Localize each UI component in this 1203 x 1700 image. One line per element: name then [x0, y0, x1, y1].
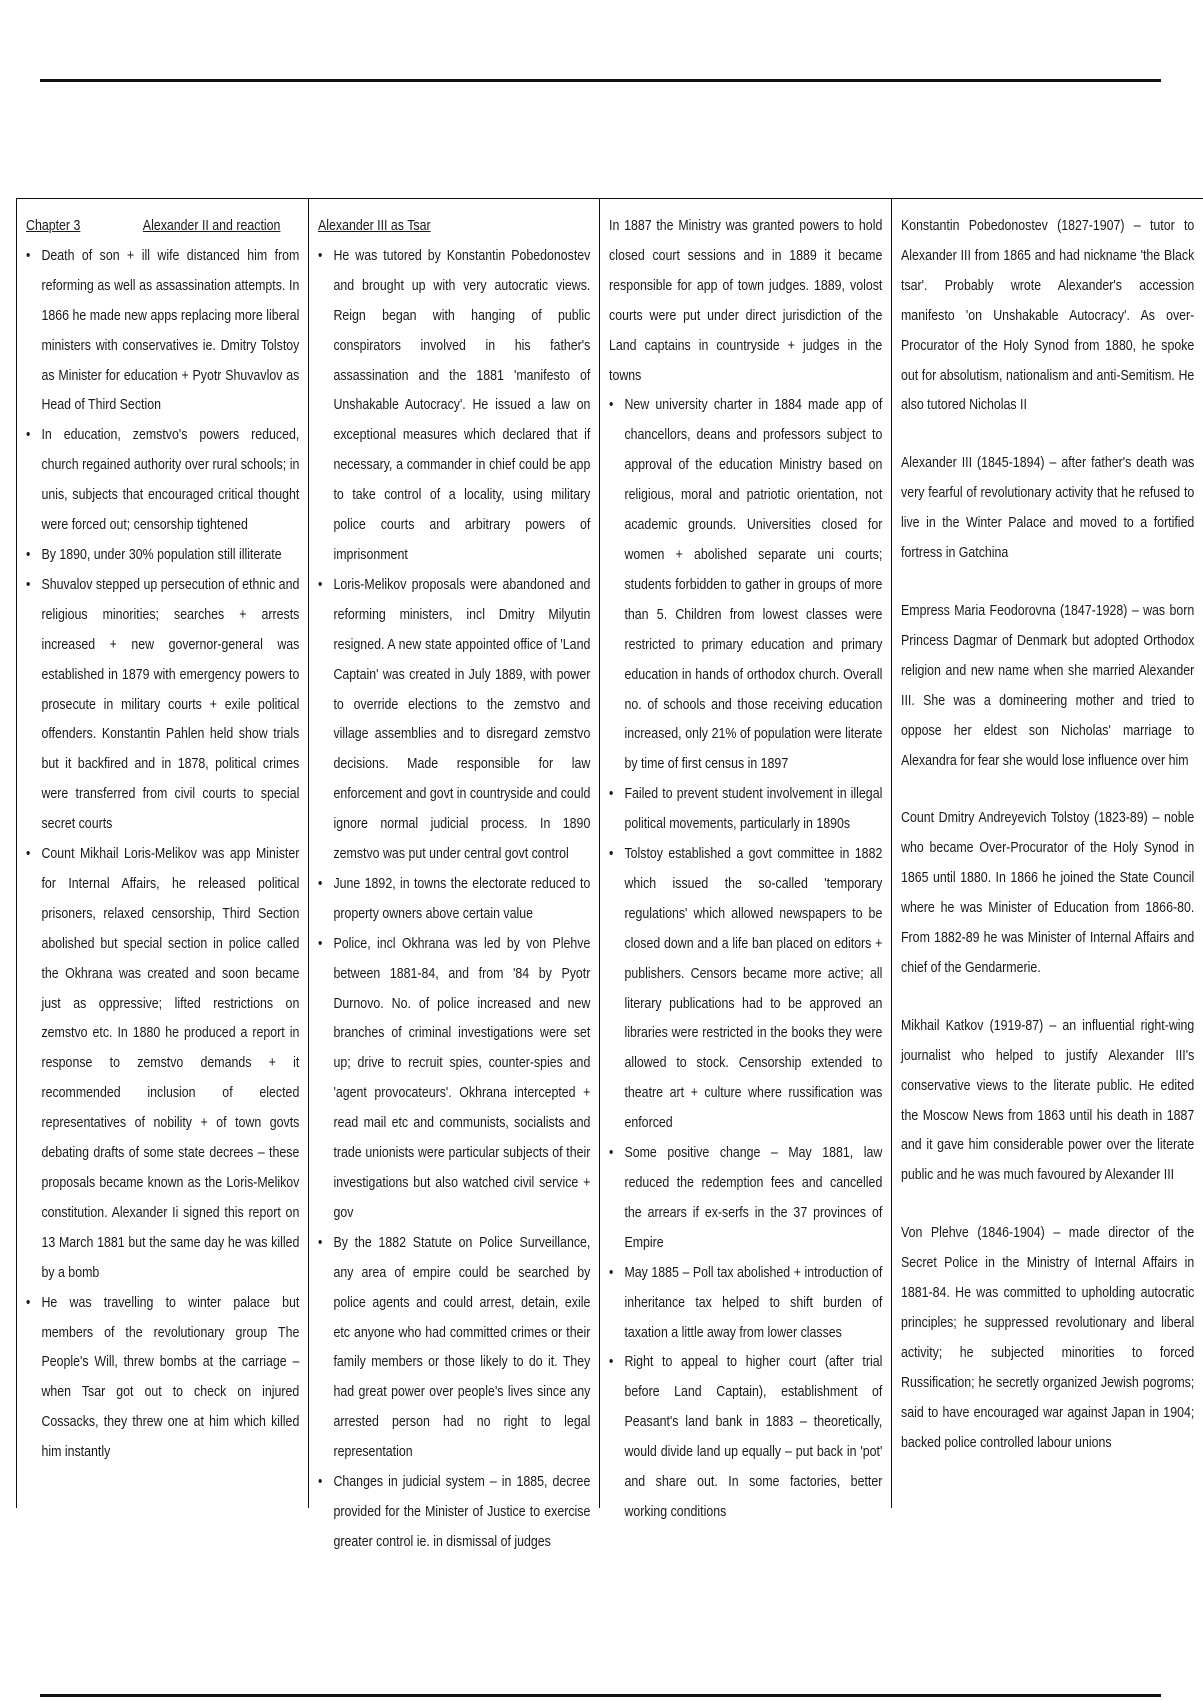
list-item: • Tolstoy established a govt committee in 1882 which issued the so-called 'temporary regulations' which allowed newspapers to be closed down and a life ban placed on editors + publishers. Censors became more active; all literary publications had to be approved an libraries were restricted in the books they were allowed to stock. Censorship extended to theatre art + culture where russification was enforced: [609, 840, 882, 1139]
bottom-rule: [40, 1694, 1161, 1697]
figure-paragraph: Count Dmitry Andreyevich Tolstoy (1823-89) – noble who became Over-Procurator of the Holy Synod in 1865 until 1880. In 1866 he joined the State Council where he was Minister of Education from 1866-80. From 1882-89 he was Minister of Internal Affairs and chief of the Gendarmerie.: [901, 810, 1195, 976]
list-item: • Right to appeal to higher court (after trial before Land Captain), establishment of Peasant's land bank in 1883 – theoretically, would divide land up equally – put back in 'pot' and share out. In some factories, better working conditions: [609, 1348, 882, 1527]
bullet-list: [26, 242, 299, 1468]
column-ministry-reforms: [599, 199, 891, 1520]
section-heading: Alexander III as Tsar: [318, 218, 431, 234]
column-key-figures: [891, 199, 1203, 1508]
list-item: • By 1890, under 30% population still illiterate: [26, 541, 299, 571]
list-item: • Failed to prevent student involvement in illegal political movements, particularly in 1890s: [609, 780, 882, 840]
figure-paragraph: Alexander III (1845-1894) – after father's death was very fearful of revolutionary activity that he refused to live in the Winter Palace and moved to a fortified fortress in Gatchina: [901, 455, 1195, 562]
figure-paragraph: Von Plehve (1846-1904) – made director of the Secret Police in the Ministry of Internal Affairs in 1881-84. He was committed to upholding autocratic principles; he suppressed revolutionary and liberal activity; he subjected minorities to forced Russification; he secretly organized Jewish pogroms; said to have encouraged war against Japan in 1904; backed police controlled labour unions: [901, 1225, 1195, 1451]
intro-paragraph: In 1887 the Ministry was granted powers to hold closed court sessions and in 1889 it became responsible for app of town judges. 1889, volost courts were put under direct jurisdiction of the Land captains in countryside + judges in the towns: [609, 218, 883, 384]
column-header: [318, 212, 590, 242]
list-item: • June 1892, in towns the electorate reduced to property owners above certain value: [318, 870, 590, 930]
top-rule: [40, 79, 1161, 82]
section-heading: Alexander II and reaction: [142, 218, 281, 234]
list-item: • Changes in judicial system – in 1885, decree provided for the Minister of Justice to exercise greater control ie. in dismissal of judges: [318, 1468, 590, 1558]
list-item: • He was travelling to winter palace but members of the revolutionary group The People's Will, threw bombs at the carriage – when Tsar got out to check on injured Cossacks, they threw one at him which killed him instantly: [26, 1289, 299, 1468]
list-item: • May 1885 – Poll tax abolished + introduction of inheritance tax helped to shift burden of taxation a little away from lower classes: [609, 1259, 882, 1349]
figure-paragraph: Konstantin Pobedonostev (1827-1907) – tutor to Alexander III from 1865 and had nickname 'the Black tsar'. Probably wrote Alexander's accession manifesto 'on Unshakable Autocracy'. As over-Procurator of the Holy Synod from 1880, he spoke out for absolutism, nationalism and anti-Semitism. He also tutored Nicholas II: [901, 218, 1195, 414]
list-item: • New university charter in 1884 made app of chancellors, deans and professors subject to approval of the education Ministry based on religious, moral and patriotic orientation, not academic grounds. Universities closed for women + abolished separate uni courts; students forbidden to gather in groups of more than 5. Children from lowest classes were restricted to primary education and primary education in hands of orthodox church. Overall no. of schools and those receiving education increased, only 21% of population were literate by time of first census in 1897: [609, 391, 882, 780]
list-item: • He was tutored by Konstantin Pobedonostev and brought up with very autocratic views. Reign began with hanging of public conspirators involved in his father's assassination and the 1881 'manifesto of Unshakable Autocracy'. He issued a law on exceptional measures which declared that if necessary, a commander in chief could be app to take control of a locality, using military police courts and arbitrary powers of imprisonment: [318, 242, 590, 571]
bullet-list: [609, 391, 882, 1527]
figure-paragraph: Empress Maria Feodorovna (1847-1928) – was born Princess Dagmar of Denmark but adopted Orthodox religion and new name when she married Alexander III. She was a domineering mother and tried to oppose her eldest son Nicholas' marriage to Alexandra for fear she would lose influence over him: [901, 602, 1195, 769]
list-item: • Loris-Melikov proposals were abandoned and reforming ministers, incl Dmitry Milyutin resigned. A new state appointed office of 'Land Captain' was created in July 1889, with power to override elections to the zemstvo and village assemblies and to disregard zemstvo decisions. Made responsible for law enforcement and govt in countryside and could ignore normal judicial process. In 1890 zemstvo was put under central govt control: [318, 571, 590, 870]
list-item: • Some positive change – May 1881, law reduced the redemption fees and cancelled the arrears if ex-serfs in the 37 provinces of Empire: [609, 1139, 882, 1259]
list-item: • Death of son + ill wife distanced him from reforming as well as assassination attempts. In 1866 he made new apps replacing more liberal ministers with conservatives ie. Dmitry Tolstoy as Minister for education + Pyotr Shuvavlov as Head of Third Section: [26, 242, 299, 421]
bullet-list: [318, 242, 590, 1558]
chapter-label: Chapter 3: [26, 218, 81, 234]
column-alexander-ii: [16, 199, 308, 1508]
list-item: • By the 1882 Statute on Police Surveillance, any area of empire could be searched by police agents and could arrest, detain, exile etc anyone who had committed crimes or their family members or those likely to do it. They had great power over people's lives since any arrested person had no right to legal representation: [318, 1229, 590, 1468]
figure-paragraph: Mikhail Katkov (1919-87) – an influential right-wing journalist who helped to justify Alexander III's conservative views to the literate public. He edited the Moscow News from 1863 until his death in 1887 and it gave him considerable power over the literate public and he was much favoured by Alexander III: [901, 1017, 1195, 1184]
column-alexander-iii: [308, 199, 599, 1550]
notes-table: [16, 198, 1203, 1550]
list-item: • Police, incl Okhrana was led by von Plehve between 1881-84, and from '84 by Pyotr Durnovo. No. of police increased and new branches of criminal investigations were set up; drive to recruit spies, counter-spies and 'agent provocateurs'. Okhrana intercepted + read mail etc and communists, socialists and trade unionists were particular subjects of their investigations but also watched civil service + gov: [318, 930, 590, 1229]
list-item: • Shuvalov stepped up persecution of ethnic and religious minorities; searches + arrests increased + new governor-general was established in 1879 with emergency powers to prosecute in military courts + exile political offenders. Konstantin Pahlen held show trials but it backfired and in 1878, political crimes were transferred from civil courts to special secret courts: [26, 571, 299, 840]
list-item: • Count Mikhail Loris-Melikov was app Minister for Internal Affairs, he released political prisoners, relaxed censorship, Third Section abolished but special section in police called the Okhrana was created and soon became just as oppressive; lifted restrictions on zemstvo etc. In 1880 he produced a report in response to zemstvo demands + it recommended inclusion of elected representatives of nobility + of town govts debating drafts of some state decrees – these proposals became known as the Loris-Melikov constitution. Alexander Ii signed this report on 13 March 1881 but the same day he was killed by a bomb: [26, 840, 299, 1289]
list-item: • In education, zemstvo's powers reduced, church regained authority over rural schools; in unis, subjects that encouraged critical thought were forced out; censorship tightened: [26, 421, 299, 541]
column-header: [26, 212, 299, 242]
